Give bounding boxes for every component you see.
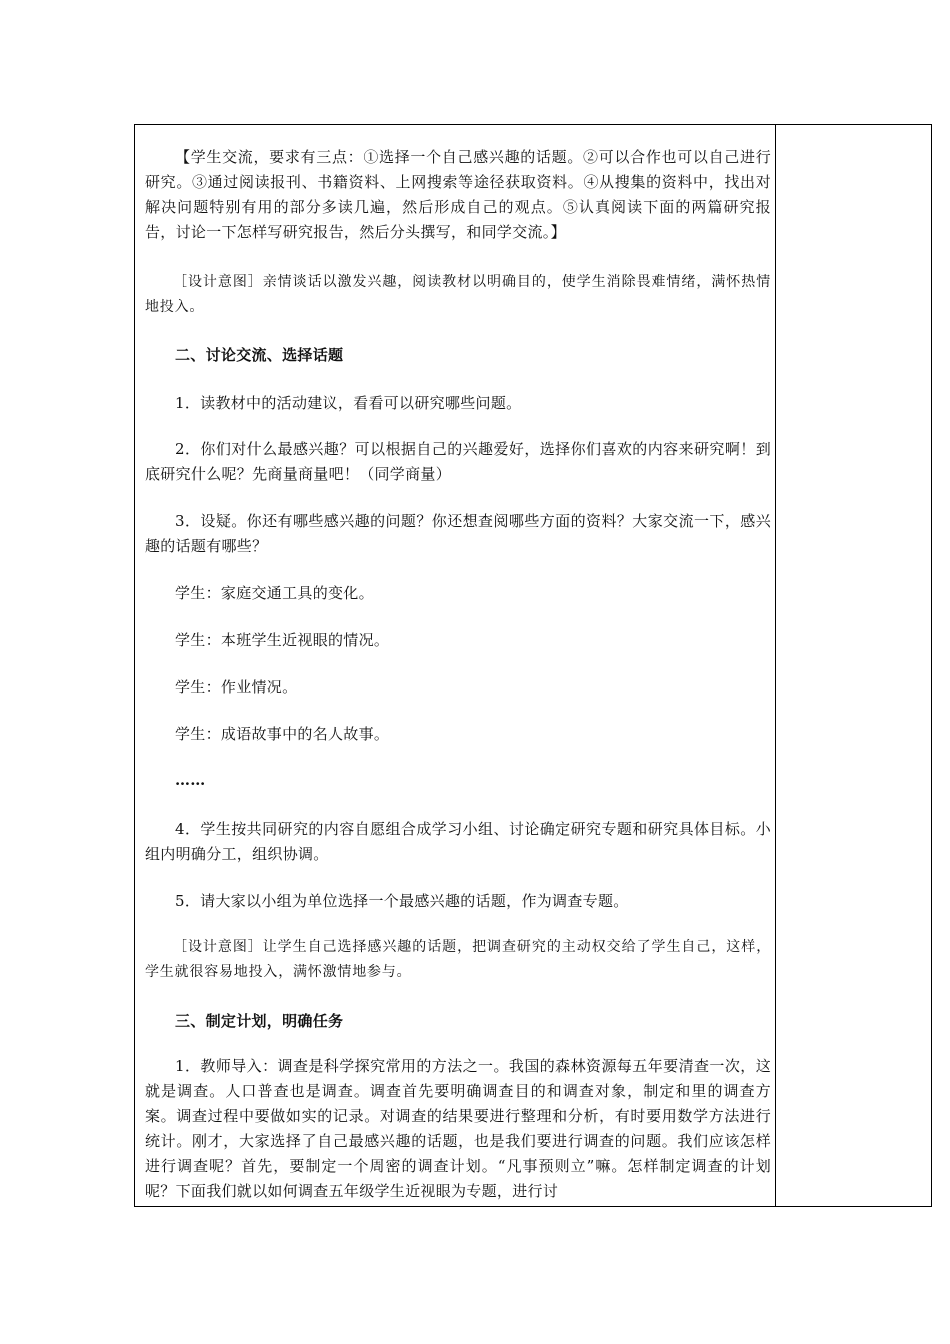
step-1-paragraph: 1．读教材中的活动建议，看看可以研究哪些问题。 bbox=[175, 394, 522, 412]
content-cell bbox=[135, 125, 775, 1206]
lesson-table bbox=[134, 124, 932, 1207]
section-heading-plan: 三、制定计划，明确任务 bbox=[175, 1012, 344, 1030]
student-answer-3: 学生：作业情况。 bbox=[175, 678, 298, 696]
ellipsis-line: …… bbox=[175, 771, 206, 789]
step-2-paragraph: 2．你们对什么最感兴趣？可以根据自己的兴趣爱好，选择你们喜欢的内容来研究啊！到底研究什么呢？先商量商量吧！（同学商量） bbox=[145, 440, 771, 483]
design-intent-note-2: ［设计意图］让学生自己选择感兴趣的话题，把调查研究的主动权交给了学生自己，这样，学生就很容易地投入，满怀激情地参与。 bbox=[145, 939, 771, 980]
student-answer-4: 学生：成语故事中的名人故事。 bbox=[175, 725, 390, 743]
step-4-paragraph: 4．学生按共同研究的内容自愿组合成学习小组、讨论确定研究专题和研究具体目标。小组内明确分工，组织协调。 bbox=[145, 820, 771, 863]
section-heading-discuss: 二、讨论交流、选择话题 bbox=[175, 346, 344, 364]
step-3-paragraph: 3．设疑。你还有哪些感兴趣的问题？你还想查阅哪些方面的资料？大家交流一下，感兴趣的话题有哪些？ bbox=[145, 512, 771, 555]
side-note-cell bbox=[776, 125, 931, 1206]
step-5-paragraph: 5．请大家以小组为单位选择一个最感兴趣的话题，作为调查专题。 bbox=[175, 892, 629, 910]
student-answer-2: 学生：本班学生近视眼的情况。 bbox=[175, 631, 390, 649]
student-answer-1: 学生：家庭交通工具的变化。 bbox=[175, 584, 374, 602]
teacher-intro-paragraph: 1．教师导入：调查是科学探究常用的方法之一。我国的森林资源每五年要清查一次，这就是调查。人口普查也是调查。调查首先要明确调查目的和调查对象，制定和里的调查方案。调查过程中要做如实的记录。对调查的结果要进行整理和分析，有时要用数学方法进行统计。刚才，大家选择了自己最感兴趣的话题，也是我们要进行调查的问题。我们应该怎样进行调查呢？首先，要制定一个周密的调查计划。“凡事预则立”嘛。怎样制定调查的计划呢？下面我们就以如何调查五年级学生近视眼为专题，进行讨 bbox=[145, 1057, 771, 1200]
student-exchange-paragraph: 【学生交流，要求有三点：①选择一个自己感兴趣的话题。②可以合作也可以自己进行研究。③通过阅读报刊、书籍资料、上网搜索等途径获取资料。④从搜集的资料中，找出对解决问题特别有用的部分多读几遍，然后形成自己的观点。⑤认真阅读下面的两篇研究报告，讨论一下怎样写研究报告，然后分头撰写，和同学交流。】 bbox=[145, 148, 771, 241]
design-intent-note: ［设计意图］亲情谈话以激发兴趣，阅读教材以明确目的，使学生消除畏难情绪，满怀热情地投入。 bbox=[145, 274, 771, 315]
